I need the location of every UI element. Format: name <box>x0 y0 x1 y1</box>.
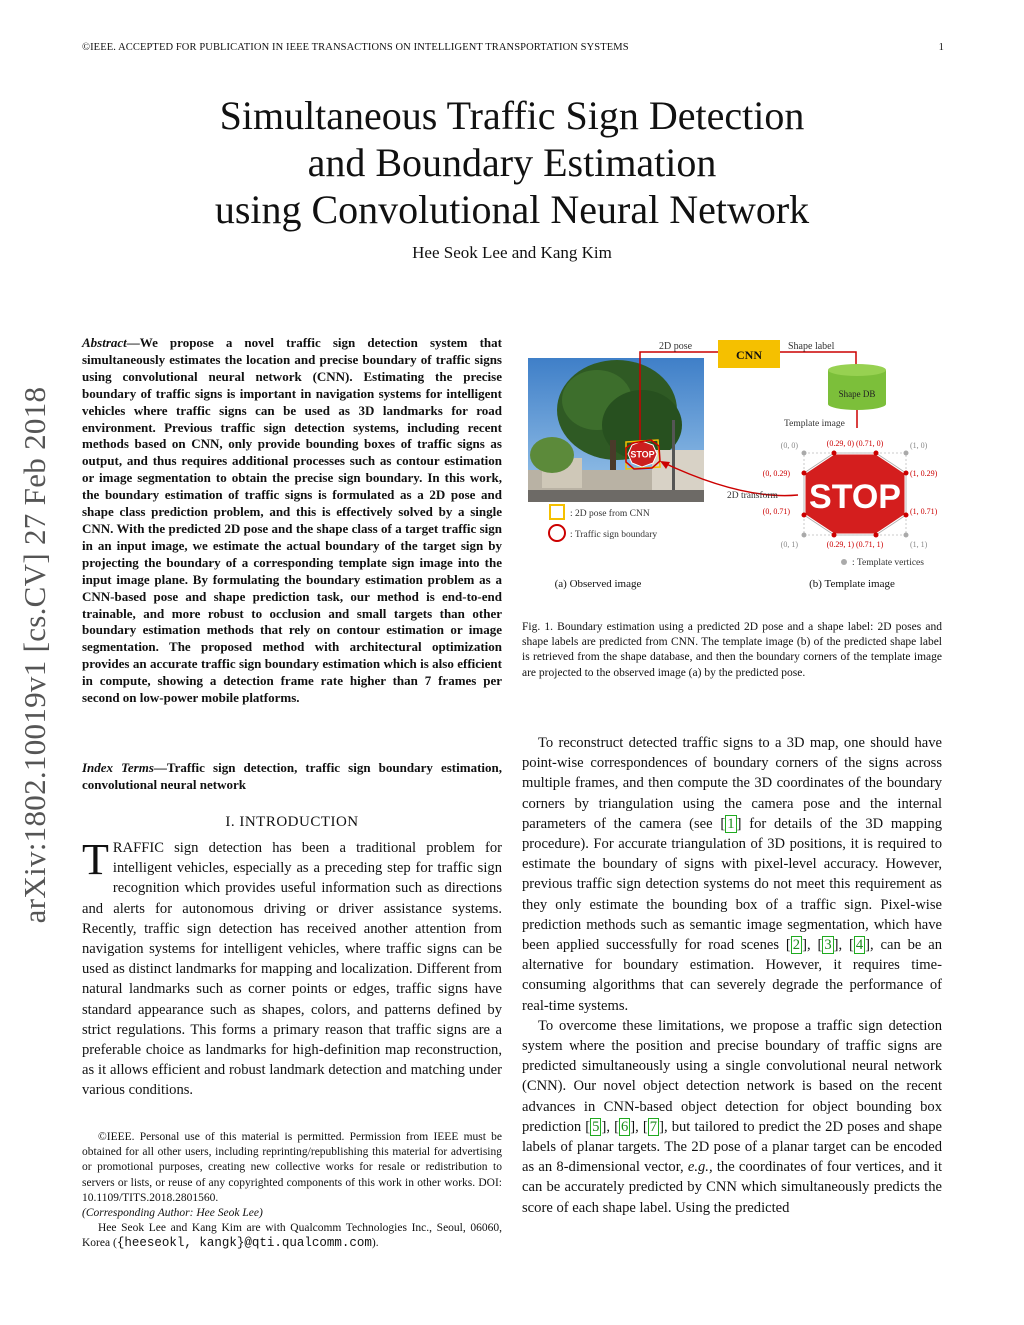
header-text: ©IEEE. ACCEPTED FOR PUBLICATION IN IEEE TRANSACTIONS ON INTELLIGENT TRANSPORTATION SYSTEMS <box>82 42 629 53</box>
sep1: , <box>806 937 818 954</box>
cite-2[interactable]: 2 <box>792 937 801 954</box>
legend-pose-marker <box>550 505 564 519</box>
right-column <box>522 733 942 1218</box>
section-heading: I. INTRODUCTION <box>225 814 359 830</box>
pose-label: 2D pose <box>659 341 693 352</box>
arxiv-id: arXiv:1802.10019v1 [cs.CV] 27 Feb 2018 <box>17 386 52 924</box>
index-terms <box>82 760 502 794</box>
transform-label: 2D transform <box>727 491 778 501</box>
title-line-2: and Boundary Estimation <box>307 140 717 185</box>
coord-right1: (1, 0.29) <box>910 469 938 478</box>
running-header <box>82 42 944 53</box>
paragraph-3d-map: To reconstruct detected traffic signs to a 3D map, one should have point-wise correspondences of boundary corners of the signs across multiple frames, and then compute the 3D coordinates of the boundary corners by triangulation using the camera pose and the internal parameters of the camera (see [ 1 ] for details of the 3D mapping procedure). For accurate triangulation of 3D positions, it is required to estimate the boundary of signs with pixel-level accuracy. However, previous traffic sign detection systems do not meet this requirement as they only estimate the bounding box of a traffic sign. Pixel-wise prediction methods such as semantic image segmentation, which have been applied successfully for road scenes [ 2 ], [ 3 ], [ 4 ], can be an alternative for boundary estimation. However, it requires time-consuming algorithms that can severely degrade the performance of real-time systems. <box>522 735 943 1014</box>
coord-bottom: (0.29, 1) (0.71, 1) <box>826 540 884 549</box>
legend-boundary-marker <box>549 525 565 541</box>
authors: Hee Seok Lee and Kang Kim <box>412 243 612 262</box>
coord-00: (0, 0) <box>780 441 798 450</box>
shape-db-label: Shape DB <box>838 389 876 399</box>
corresponding-author: (Corresponding Author: Hee Seok Lee) <box>82 1207 263 1220</box>
coord-left1: (0, 0.29) <box>762 469 790 478</box>
index-terms-text: —Traffic sign detection, traffic sign boundary estimation, convolutional neural network <box>82 760 502 792</box>
coord-10: (1, 0) <box>910 441 928 450</box>
title-line-1: Simultaneous Traffic Sign Detection <box>219 93 805 138</box>
coord-11: (1, 1) <box>910 540 928 549</box>
cite-7[interactable]: 7 <box>649 1118 658 1135</box>
abstract-text: —We propose a novel traffic sign detection system that simultaneously estimates the location and precise boundary of traffic signs using convolutional neural network (CNN). Estimating the precise boundary of traffic signs is important in navigation systems for intelligent vehicles where traffic signs can be used as 3D landmarks for road environment. Previous traffic sign detection systems, including recent methods based on CNN, only provide bounding boxes of traffic signs as output, and thus requires additional processes such as contour estimation or image segmentation to obtain the precise sign boundary. In this work, the boundary estimation of traffic signs is formulated as a 2D pose and shape class prediction problem, and this is effectively solved by a single CNN. With the predicted 2D pose and the shape class of a target traffic sign in an input image, we estimate the actual boundary of the target sign by projecting the boundary of a corresponding template sign image into the input image plane. By formulating the boundary estimation problem as a CNN-based pose and shape prediction task, our method is end-to-end trainable, and more robust to occlusion and small targets than other boundary estimation methods that rely on contour estimation or image segmentation. The proposed method with architectural optimization provides an accurate traffic sign boundary estimation which is also efficient in compute, showing a detection frame rate higher than 7 frames per second on low-power mobile platforms. <box>82 335 502 706</box>
observed-stop-text: STOP <box>630 449 655 460</box>
cite-5[interactable]: 5 <box>592 1118 600 1135</box>
shape-label: Shape label <box>788 341 835 352</box>
email-address[interactable]: {heeseokl, kangk}@qti.qualcomm.com <box>116 1236 372 1251</box>
sep2: , <box>838 937 849 954</box>
observed-image <box>528 358 704 502</box>
footnote <box>82 1130 502 1252</box>
coord-top: (0.29, 0) (0.71, 0) <box>826 439 884 448</box>
cnn-label: CNN <box>736 348 762 362</box>
abstract-label: Abstract <box>82 335 127 350</box>
p1c: , can be an alternative for boundary estimation. However, it requires time-consuming algorithms that can severely degrade the performance of real-time systems. <box>522 937 943 1014</box>
abstract <box>82 335 502 707</box>
intro-paragraph <box>82 835 502 1101</box>
subcaption-b: (b) Template image <box>809 578 895 590</box>
figure-1 <box>522 330 944 600</box>
copyright-note: ©IEEE. Personal use of this material is permitted. Permission from IEEE must be obtained for all other users, including reprinting/republishing this material for advertising or promotional purposes, creating new collective works for resale or redistribution to servers or lists, or reuse of any copyrighted components of this work in other works. DOI: 10.1109/TITS.2018.2801560. <box>82 1131 502 1204</box>
intro-text: sign detection has been a traditional problem for intelligent vehicles, especially as a preceding step for traffic sign recognition which provides useful information such as directions and alerts for autonomous driving or driver assistance systems. Recently, traffic sign detection has received another attention from navigation systems for intelligent vehicles, where traffic signs can be used as distinct landmarks for mapping and localization. Different from natural landmarks such as corner points or edges, traffic signs have standard appearance such as shapes, colors, and patterns defined by strict regulations. This forms a primary reason that traffic signs are a preferable choice as landmarks for high-definition map reconstruction, as it allows efficient and robust landmark detection and matching under various conditions. <box>82 840 502 1099</box>
sep3: , <box>606 1118 615 1135</box>
cite-4[interactable]: 4 <box>855 937 864 954</box>
p2c: the coordinates of four vertices, and it can be accurately predicted by CNN which simultaneously predicts the score of each shape label. Using the predicted <box>522 1159 942 1216</box>
p1b: for details of the 3D mapping procedure). For accurate triangulation of 3D positions, it is required to estimate the boundary of signs with pixel-level accuracy. However, previous traffic sign detection systems do not meet this requirement as they only estimate the bounding box of a traffic sign. Pixel-wise prediction methods such as semantic image segmentation, which have been applied successfully for road scenes <box>522 815 942 954</box>
affiliation: Hee Seok Lee and Kang Kim are with Qualcomm Technologies Inc., Seoul, 06060, Korea ( <box>82 1222 502 1250</box>
coord-left2: (0, 0.71) <box>762 507 790 516</box>
p2b: , but tailored to predict the 2D poses and shape labels of planar targets. The 2D pose of a planar target can be encoded as an 8-dimensional vector, <box>522 1118 943 1176</box>
legend-vertices-marker <box>841 559 847 565</box>
cite-6[interactable]: 6 <box>620 1118 629 1135</box>
coord-right2: (1, 0.71) <box>910 507 938 516</box>
drop-cap: T <box>82 835 109 884</box>
eg: e.g., <box>687 1159 713 1176</box>
affiliation-close: ). <box>371 1237 379 1250</box>
page-number: 1 <box>938 42 944 53</box>
coord-01: (0, 1) <box>780 540 798 549</box>
shape-db <box>828 364 886 410</box>
arxiv-stamp <box>12 355 58 955</box>
title-line-3: using Convolutional Neural Network <box>214 187 810 232</box>
legend-vertices: : Template vertices <box>852 558 924 568</box>
template-image-label: Template image <box>784 419 845 429</box>
p2a: To overcome these limitations, we propose a traffic sign detection system where the position and precise boundary of traffic signs are predicted simultaneously using a single convolutional neural network (CNN). Our novel object detection network is based on the recent advances in CNN-based object detection for object bounding box prediction <box>522 1017 942 1135</box>
cite-3[interactable]: 3 <box>824 937 832 954</box>
subcaption-a: (a) Observed image <box>554 578 642 590</box>
cite-1[interactable]: 1 <box>727 815 735 832</box>
legend-pose: : 2D pose from CNN <box>570 509 650 519</box>
index-terms-label: Index Terms <box>82 760 154 775</box>
p1a: To reconstruct detected traffic signs to a 3D map, one should have point-wise correspondences of boundary corners of the signs across multiple frames, and then compute the 3D coordinates of the boundary corners by triangulation using the camera pose and the internal parameters of the camera (see <box>522 735 942 832</box>
figure-caption: Fig. 1. Boundary estimation using a predicted 2D pose and a shape label: 2D poses and shape labels are predicted from CNN. The template image (b) of the predicted shape label is retrieved from the shape database, and then the boundary corners of the template image are projected to the observed image (a) by the predicted pose. <box>522 621 942 679</box>
template-stop-text: STOP <box>809 478 901 516</box>
template-image <box>763 439 938 549</box>
intro-first-word: RAFFIC <box>112 840 164 856</box>
sep4: , <box>635 1118 643 1135</box>
paragraph-proposal: To overcome these limitations, we propose a traffic sign detection system where the position and precise boundary of traffic signs are predicted simultaneously using a single convolutional neural network (CNN). Our novel object detection network is based on the recent advances in CNN-based object detection for object bounding box prediction [ 5 ], [ 6 ], [ 7 ], but tailored to predict the 2D poses and shape labels of planar targets. The 2D pose of a planar target can be encoded as an 8-dimensional vector, e.g., the coordinates of four vertices, and it can be accurately predicted by CNN which simultaneously predicts the score of each shape label. Using the predicted <box>522 1017 943 1216</box>
paper-title <box>130 92 894 233</box>
legend-boundary: : Traffic sign boundary <box>570 530 658 540</box>
